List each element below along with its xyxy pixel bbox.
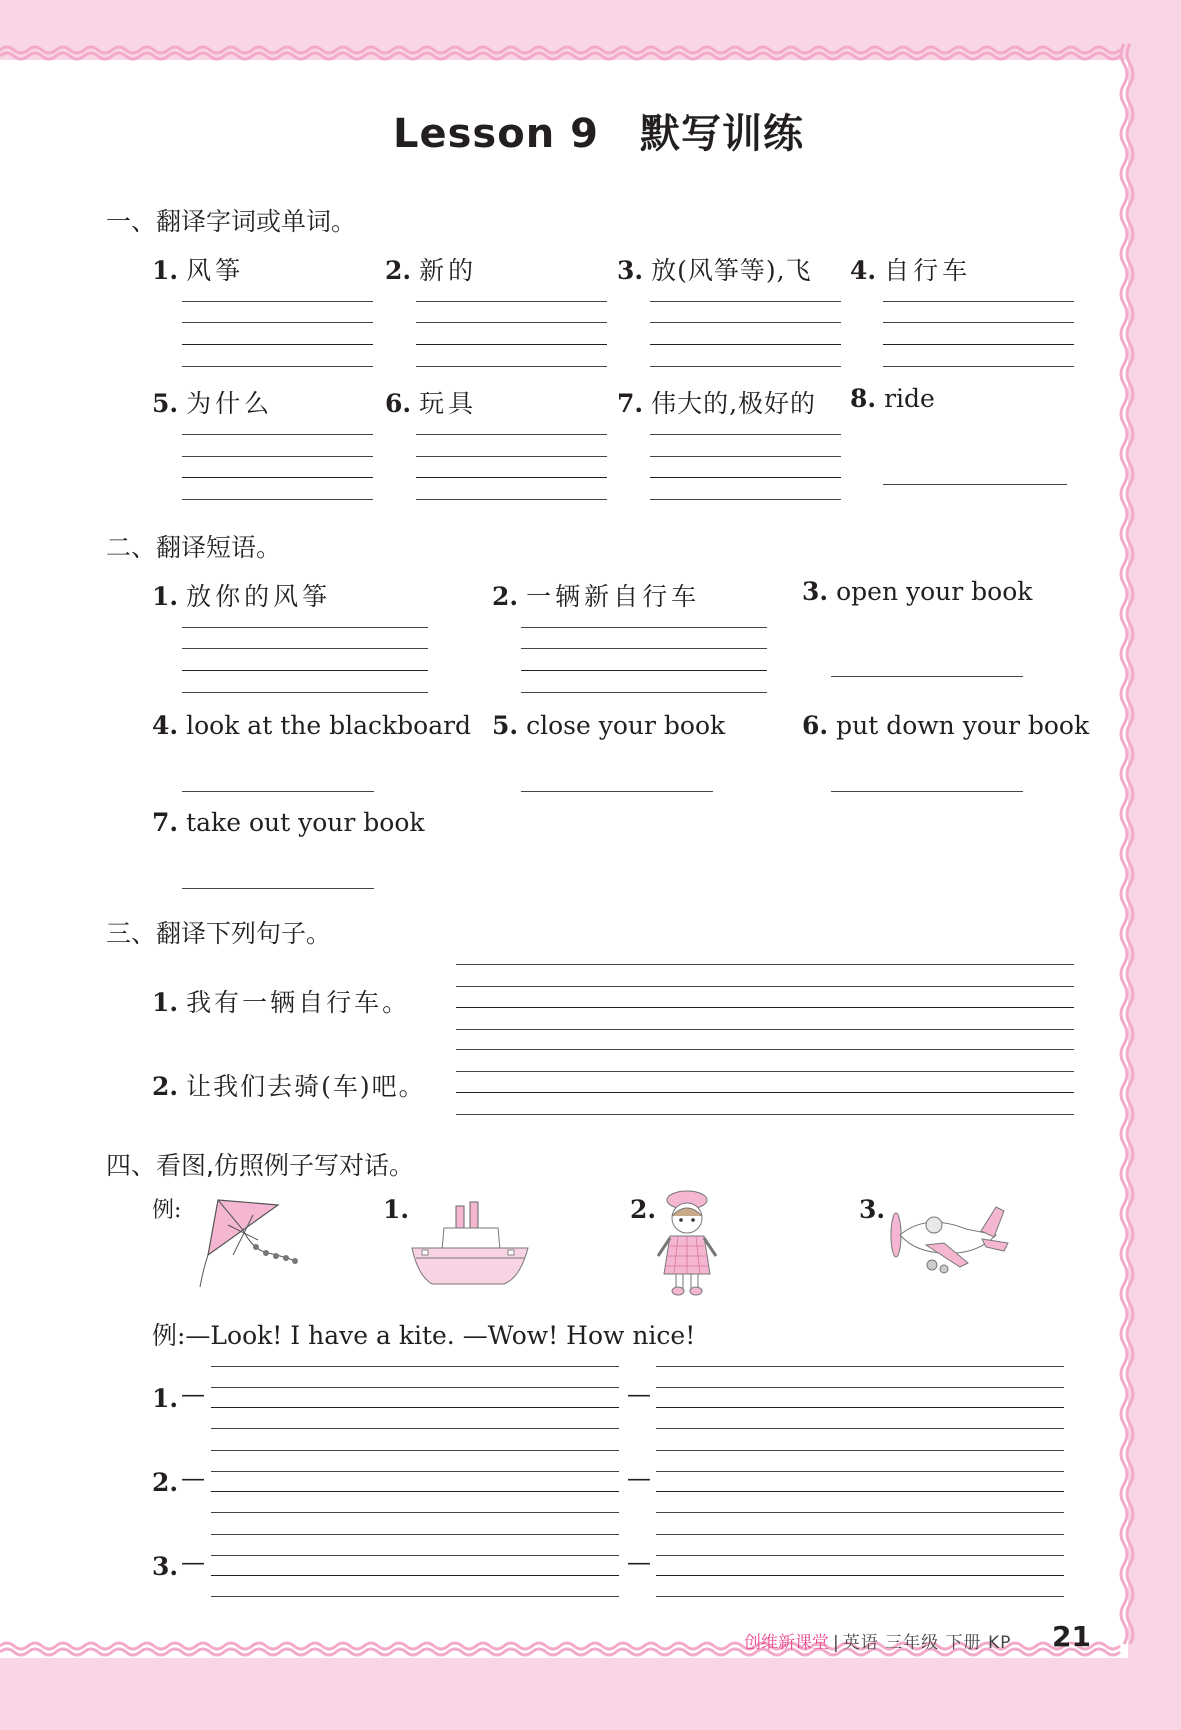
writing-line[interactable]: [656, 1575, 1064, 1576]
picture-label-example: 例:: [152, 1198, 182, 1223]
item-text: 伟大的,极好的: [651, 389, 817, 418]
writing-line[interactable]: [211, 1428, 619, 1429]
dialog-dash: —: [181, 1548, 205, 1576]
writing-line[interactable]: [656, 1512, 1064, 1513]
writing-line[interactable]: [650, 434, 841, 435]
s1-item-1: [152, 251, 244, 287]
brand-name: 创维新课堂: [744, 1633, 829, 1653]
item-text: 一辆新自行车: [526, 582, 701, 611]
dialog-dash: —: [627, 1380, 651, 1408]
dialog-dash: —: [627, 1464, 651, 1492]
writing-line[interactable]: [883, 366, 1074, 367]
writing-line[interactable]: [521, 692, 767, 693]
section-4-heading: 四、看图,仿照例子写对话。: [106, 1151, 414, 1180]
s2-item-4: [152, 711, 471, 740]
writing-line[interactable]: [182, 301, 373, 302]
item-number: 6.: [802, 711, 829, 740]
writing-line[interactable]: [182, 692, 428, 693]
s2-item-3: [802, 577, 1032, 606]
item-text: 放(风筝等),飞: [651, 256, 812, 285]
writing-line[interactable]: [211, 1512, 619, 1513]
writing-line[interactable]: [883, 301, 1074, 302]
item-text: open your book: [836, 577, 1033, 606]
item-text: 新的: [419, 256, 478, 285]
item-number: 4.: [152, 711, 179, 740]
s2-item-2: [492, 577, 700, 613]
writing-line[interactable]: [521, 627, 767, 628]
writing-line[interactable]: [456, 1029, 1074, 1030]
writing-line[interactable]: [182, 477, 373, 478]
item-text: look at the blackboard: [186, 711, 472, 740]
writing-line[interactable]: [416, 344, 607, 345]
writing-line[interactable]: [211, 1491, 619, 1492]
writing-line[interactable]: [182, 434, 373, 435]
s2-item-5: [492, 711, 725, 740]
item-number: 1.: [152, 256, 179, 285]
writing-line[interactable]: [656, 1555, 1064, 1556]
s1-item-2: [385, 251, 477, 287]
writing-line[interactable]: [521, 670, 767, 671]
writing-line[interactable]: [656, 1596, 1064, 1597]
answer-line[interactable]: [831, 676, 1023, 677]
writing-line[interactable]: [656, 1471, 1064, 1472]
item-number: 1.: [152, 582, 179, 611]
writing-line[interactable]: [211, 1450, 619, 1451]
writing-line[interactable]: [182, 322, 373, 323]
right-wave-border: [1118, 44, 1142, 1664]
writing-line[interactable]: [416, 366, 607, 367]
answer-line[interactable]: [831, 791, 1023, 792]
s1-item-4: [850, 251, 971, 287]
footer-brand: [744, 1628, 1011, 1653]
writing-line[interactable]: [182, 366, 373, 367]
writing-line[interactable]: [211, 1534, 619, 1535]
s1-item-5: [152, 384, 273, 420]
writing-line[interactable]: [182, 648, 428, 649]
writing-line[interactable]: [416, 322, 607, 323]
writing-line[interactable]: [883, 344, 1074, 345]
s2-item-1: [152, 577, 331, 613]
writing-line[interactable]: [416, 477, 607, 478]
writing-line[interactable]: [211, 1471, 619, 1472]
item-text: 玩具: [419, 389, 478, 418]
section-3-heading: 三、翻译下列句子。: [106, 919, 332, 948]
item-number: 1.: [152, 988, 179, 1017]
writing-line[interactable]: [211, 1387, 619, 1388]
answer-line[interactable]: [182, 888, 374, 889]
s1-item-6: [385, 384, 477, 420]
answer-line[interactable]: [182, 791, 374, 792]
writing-line[interactable]: [456, 1007, 1074, 1008]
writing-line[interactable]: [656, 1387, 1064, 1388]
dialog-dash: —: [181, 1380, 205, 1408]
writing-line[interactable]: [650, 456, 841, 457]
item-text: 让我们去骑(车)吧。: [186, 1072, 426, 1101]
item-text: 为什么: [186, 389, 274, 418]
item-number: 2.: [492, 582, 519, 611]
writing-line[interactable]: [650, 477, 841, 478]
writing-line[interactable]: [182, 627, 428, 628]
writing-line[interactable]: [182, 456, 373, 457]
writing-line[interactable]: [211, 1407, 619, 1408]
writing-line[interactable]: [656, 1428, 1064, 1429]
picture-label-2: 2.: [630, 1195, 657, 1224]
item-number: 3.: [802, 577, 829, 606]
s1-item-7: [617, 384, 816, 420]
footer-meta: 英语 三年级 下册 KP: [842, 1633, 1012, 1653]
writing-line[interactable]: [182, 499, 373, 500]
item-number: 7.: [617, 389, 644, 418]
writing-line[interactable]: [211, 1366, 619, 1367]
writing-line[interactable]: [656, 1450, 1064, 1451]
item-text: 自行车: [884, 256, 972, 285]
page-number: 21: [1052, 1620, 1091, 1653]
item-text: ride: [884, 384, 935, 413]
writing-line[interactable]: [211, 1555, 619, 1556]
s1-item-8: [850, 384, 935, 413]
writing-line[interactable]: [416, 456, 607, 457]
answer-line[interactable]: [883, 484, 1067, 485]
top-wave-border: [0, 44, 1130, 66]
writing-line[interactable]: [456, 1114, 1074, 1115]
writing-line[interactable]: [416, 499, 607, 500]
writing-line[interactable]: [416, 301, 607, 302]
writing-line[interactable]: [650, 322, 841, 323]
page-sheet: [0, 60, 1128, 1658]
example-dialogue: 例:—Look! I have a kite. —Wow! How nice!: [152, 1321, 696, 1350]
writing-line[interactable]: [456, 964, 1074, 965]
writing-line[interactable]: [456, 986, 1074, 987]
writing-line[interactable]: [182, 344, 373, 345]
footer-separator: |: [833, 1633, 839, 1653]
doll-picture: [652, 1190, 722, 1300]
item-number: 2.: [152, 1072, 179, 1101]
item-text: 我有一辆自行车。: [186, 988, 411, 1017]
writing-line[interactable]: [211, 1575, 619, 1576]
writing-line[interactable]: [521, 648, 767, 649]
page-title: Lesson 9 默写训练: [393, 111, 804, 157]
item-number: 5.: [492, 711, 519, 740]
writing-line[interactable]: [650, 499, 841, 500]
answer-line[interactable]: [521, 791, 713, 792]
section-2-heading: 二、翻译短语。: [106, 533, 282, 562]
item-number: 5.: [152, 389, 179, 418]
writing-line[interactable]: [416, 434, 607, 435]
dialog-dash: —: [181, 1464, 205, 1492]
item-number: 8.: [850, 384, 877, 413]
airplane-picture: [886, 1205, 1011, 1285]
writing-line[interactable]: [650, 366, 841, 367]
ship-picture: [408, 1200, 533, 1290]
item-text: 风筝: [186, 256, 245, 285]
kite-picture: [198, 1195, 308, 1290]
s2-item-6: [802, 711, 1089, 740]
item-number: 6.: [385, 389, 412, 418]
dialog-dash: —: [627, 1548, 651, 1576]
item-text: put down your book: [836, 711, 1090, 740]
writing-line[interactable]: [456, 1071, 1074, 1072]
section-1-heading: 一、翻译字词或单词。: [106, 207, 357, 236]
writing-line[interactable]: [656, 1491, 1064, 1492]
s2-item-7: [152, 808, 425, 837]
item-text: close your book: [526, 711, 726, 740]
writing-line[interactable]: [656, 1407, 1064, 1408]
writing-line[interactable]: [211, 1596, 619, 1597]
item-text: take out your book: [186, 808, 425, 837]
item-number: 2.: [385, 256, 412, 285]
item-number: 4.: [850, 256, 877, 285]
item-number: 7.: [152, 808, 179, 837]
dialog-number-2: 2.: [152, 1468, 179, 1497]
item-text: 放你的风筝: [186, 582, 332, 611]
writing-line[interactable]: [456, 1049, 1074, 1050]
picture-label-1: 1.: [383, 1195, 410, 1224]
writing-line[interactable]: [182, 670, 428, 671]
s3-item-1: [152, 983, 410, 1019]
dialog-number-1: 1.: [152, 1384, 179, 1413]
writing-line[interactable]: [656, 1534, 1064, 1535]
writing-line[interactable]: [650, 301, 841, 302]
writing-line[interactable]: [656, 1366, 1064, 1367]
s1-item-3: [617, 251, 812, 287]
writing-line[interactable]: [650, 344, 841, 345]
writing-line[interactable]: [456, 1092, 1074, 1093]
dialog-number-3: 3.: [152, 1552, 179, 1581]
s3-item-2: [152, 1067, 426, 1103]
writing-line[interactable]: [883, 322, 1074, 323]
item-number: 3.: [617, 256, 644, 285]
picture-label-3: 3.: [859, 1195, 886, 1224]
